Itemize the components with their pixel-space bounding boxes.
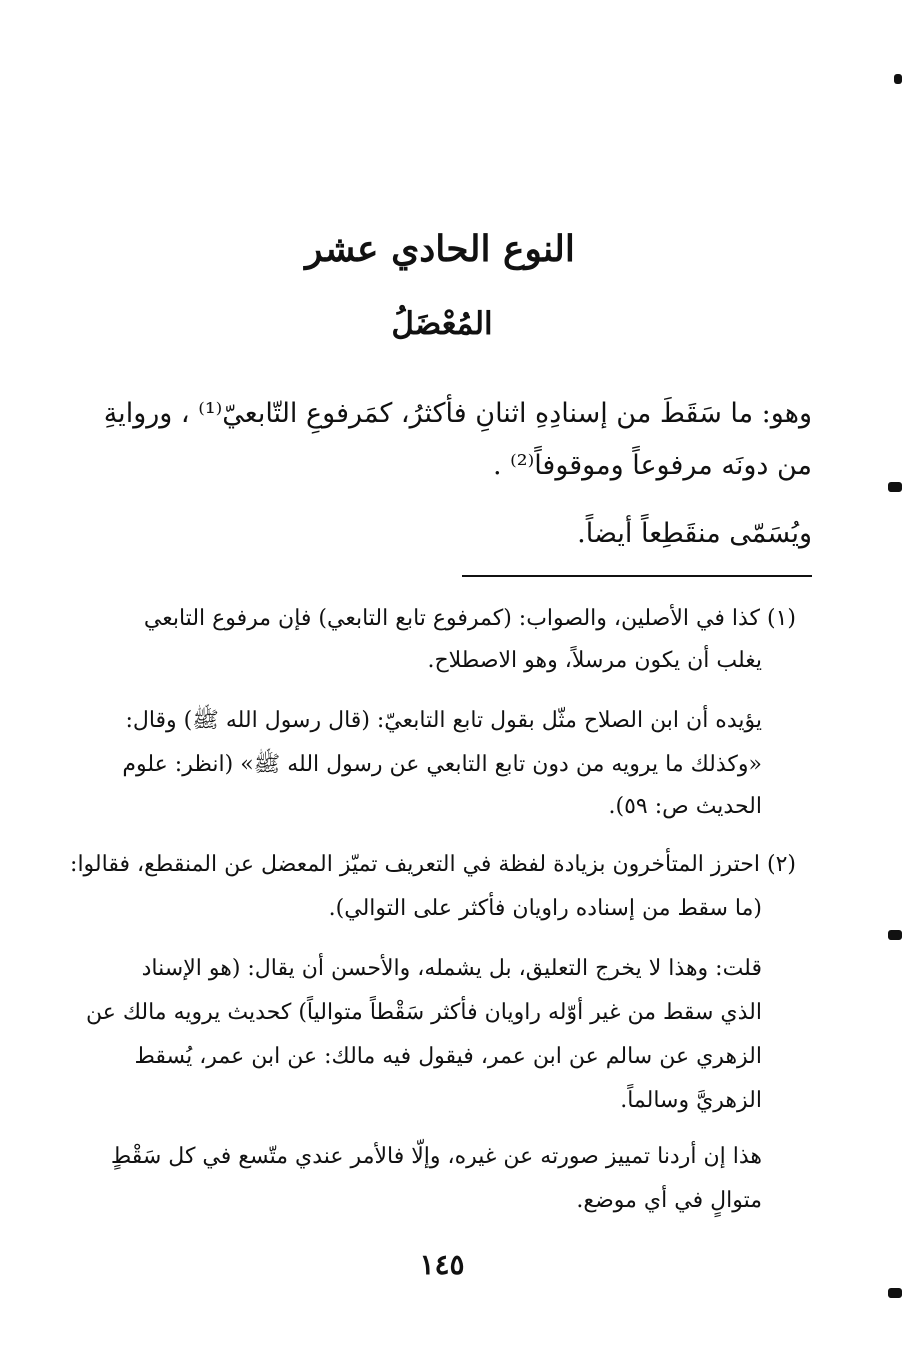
body-line: ويُسَمّى منقَطِعاً أيضاً. xyxy=(577,518,812,549)
footnote-line: الزهري عن سالم عن ابن عمر، فيقول فيه مالك: عن ابن عمر، يُسقط xyxy=(134,1044,762,1069)
footnote-line: هذا إن أردنا تمييز صورته عن غيره، وإلّا فالأمر عندي متّسع في كل سَقْطٍ xyxy=(110,1144,762,1169)
scan-mark xyxy=(888,930,902,940)
chapter-title: النوع الحادي عشر xyxy=(305,228,575,270)
scan-mark xyxy=(894,74,902,84)
footnote-line: (٢) احترز المتأخرون بزيادة لفظة في التعريف تميّز المعضل عن المنقطع، فقالوا: xyxy=(70,852,796,877)
scan-mark xyxy=(888,482,902,492)
footnote-line: يغلب أن يكون مرسلاً، وهو الاصطلاح. xyxy=(427,648,762,673)
scan-mark xyxy=(888,1288,902,1298)
footnote-line: (١) كذا في الأصلين، والصواب: (كمرفوع تابع التابعي) فإن مرفوع التابعي xyxy=(143,606,796,631)
body-line: من دونَه مرفوعاً وموقوفاً⁽²⁾ . xyxy=(492,450,812,481)
footnote-line: يؤيده أن ابن الصلاح مثّل بقول تابع التابعيّ: (قال رسول الله ﷺ) وقال: xyxy=(125,708,762,733)
footnote-line: «وكذلك ما يرويه من دون تابع التابعي عن رسول الله ﷺ» (انظر: علوم xyxy=(122,752,762,777)
footnote-line: الزهريَّ وسالماً. xyxy=(620,1088,762,1113)
footnote-line: متوالٍ في أي موضع. xyxy=(576,1188,762,1213)
page-number: ١٤٥ xyxy=(419,1248,465,1281)
footnote-separator xyxy=(462,575,812,577)
footnote-line: الذي سقط من غير أوّله راويان فأكثر سَقْطاً متوالياً) كحديث يرويه مالك عن xyxy=(85,1000,762,1025)
footnote-line: الحديث ص: ٥٩). xyxy=(608,794,762,819)
footnote-line: (ما سقط من إسناده راويان فأكثر على التوالي). xyxy=(328,896,762,921)
section-title: المُعْضَلُ xyxy=(391,306,493,342)
body-line: وهو: ما سَقَطَ من إسنادِهِ اثنانِ فأكثرُ، كمَرفوعِ التّابعيّ⁽¹⁾ ، وروايةِ xyxy=(103,398,812,429)
footnote-line: قلت: وهذا لا يخرج التعليق، بل يشمله، والأحسن أن يقال: (هو الإسناد xyxy=(141,956,762,981)
